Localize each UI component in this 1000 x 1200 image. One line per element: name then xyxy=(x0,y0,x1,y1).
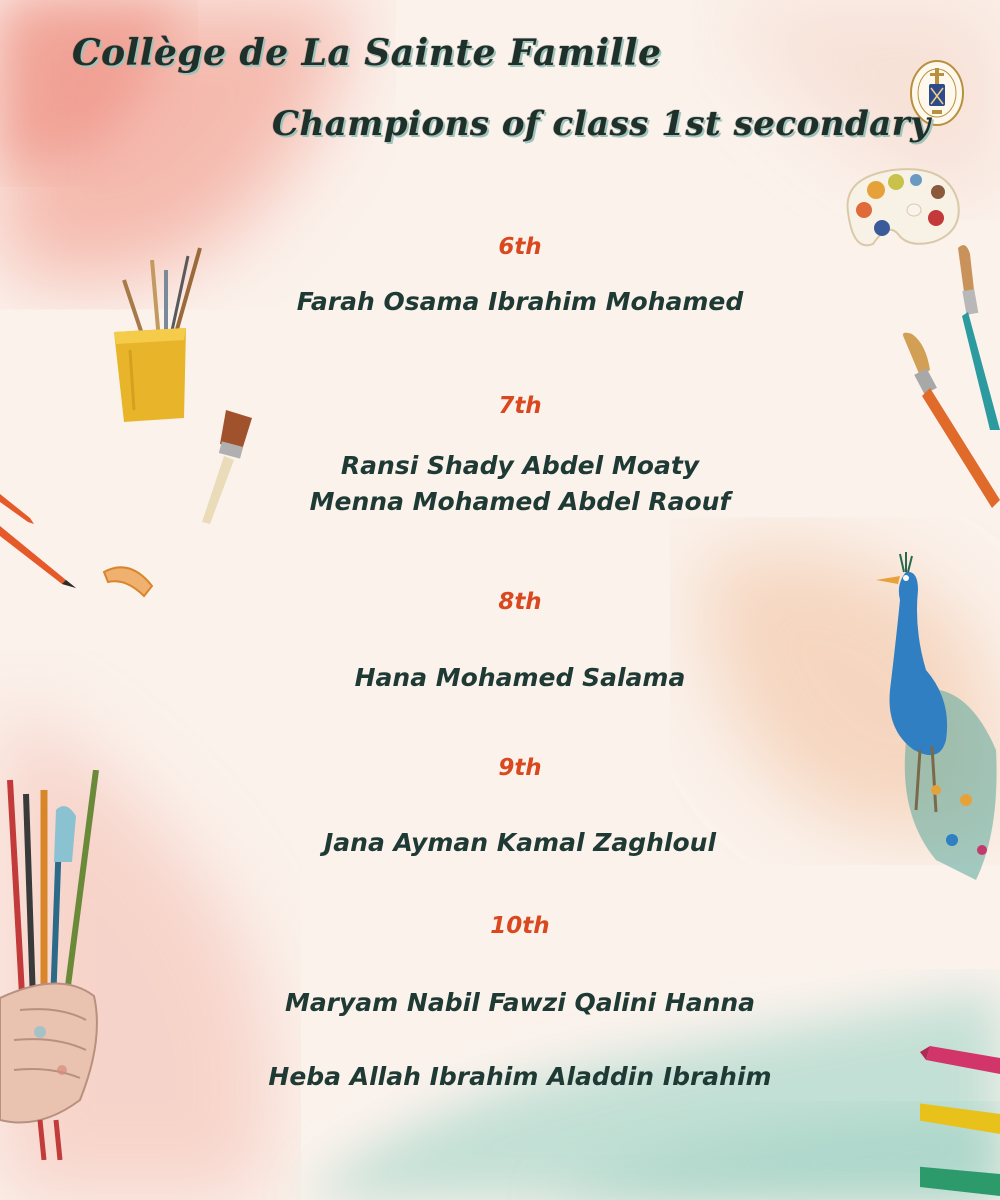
school-name: Collège de La Sainte Famille xyxy=(72,32,662,74)
rank-label-7th: 7th xyxy=(498,393,542,419)
champion-name: Ransi Shady Abdel Moaty xyxy=(340,451,700,480)
rank-label-9th: 9th xyxy=(498,755,542,781)
champion-name: Heba Allah Ibrahim Aladdin Ibrahim xyxy=(268,1062,772,1091)
champion-name: Hana Mohamed Salama xyxy=(354,663,686,692)
rank-label-6th: 6th xyxy=(498,234,542,260)
champion-name: Jana Ayman Kamal Zaghloul xyxy=(323,828,717,857)
rank-label-10th: 10th xyxy=(490,913,550,939)
champion-name: Menna Mohamed Abdel Raouf xyxy=(309,487,731,516)
paintbrush-icon xyxy=(896,330,1000,510)
champion-name: Farah Osama Ibrahim Mohamed xyxy=(296,287,744,316)
rank-label-8th: 8th xyxy=(498,589,542,615)
page-subtitle: Champions of class 1st secondary xyxy=(272,104,931,144)
champion-name: Maryam Nabil Fawzi Qalini Hanna xyxy=(284,988,756,1017)
